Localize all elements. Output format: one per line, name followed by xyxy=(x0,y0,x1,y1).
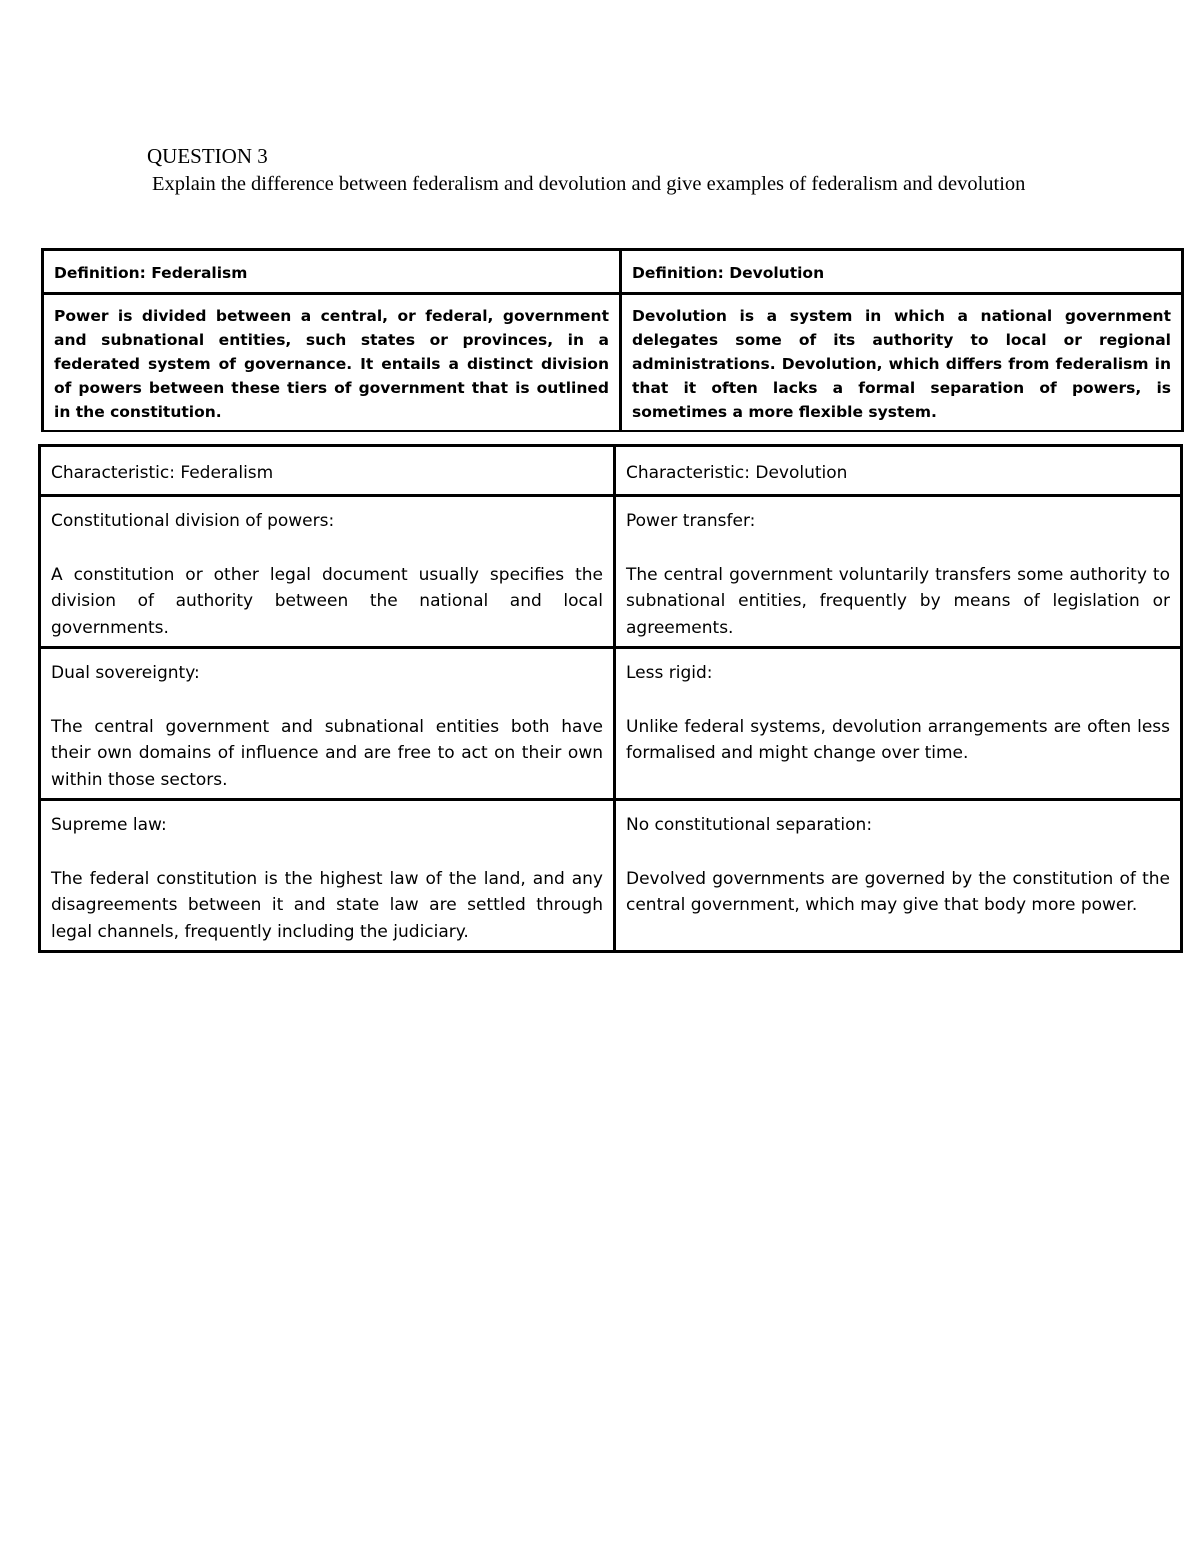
federalism-characteristic-text: The federal constitution is the highest law of the land, and any disagreements between it and state law are settled through legal channels, frequently including the judiciary. xyxy=(51,868,603,942)
devolution-cell xyxy=(615,800,1182,952)
devolution-cell xyxy=(615,496,1182,648)
devolution-characteristic-text: The central government voluntarily transfers some authority to subnational entities, frequently by means of legislation or agreements. xyxy=(626,564,1170,638)
federalism-cell xyxy=(40,496,615,648)
characteristic-header-row xyxy=(40,446,1182,496)
definition-federalism-header: Definition: Federalism xyxy=(43,250,621,294)
federalism-characteristic-label: Dual sovereignty: xyxy=(51,663,200,683)
characteristic-devolution-header: Characteristic: Devolution xyxy=(615,446,1182,496)
characteristic-row xyxy=(40,496,1182,648)
question-block xyxy=(147,144,1087,198)
definition-federalism-text: Power is divided between a central, or federal, government and subnational entities, such states or provinces, in a federated system of governance. It entails a distinct division of powers between these tiers of government that is outlined in the constitution. xyxy=(43,294,621,432)
characteristic-row xyxy=(40,800,1182,952)
federalism-characteristic-text: The central government and subnational entities both have their own domains of influence and are free to act on their own within those sectors. xyxy=(51,716,603,790)
question-title: QUESTION 3 xyxy=(147,144,268,168)
definition-devolution-text: Devolution is a system in which a national government delegates some of its authority to local or regional administrations. Devolution, which differs from federalism in that it often lacks a formal separation of powers, is sometimes a more flexible system. xyxy=(621,294,1183,432)
devolution-characteristic-label: Less rigid: xyxy=(626,663,713,683)
devolution-characteristic-text: Unlike federal systems, devolution arrangements are often less formalised and might change over time. xyxy=(626,716,1170,763)
devolution-characteristic-text: Devolved governments are governed by the constitution of the central government, which may give that body more power. xyxy=(626,868,1170,915)
federalism-characteristic-label: Supreme law: xyxy=(51,815,167,835)
definition-table xyxy=(41,248,1184,432)
devolution-cell xyxy=(615,648,1182,800)
characteristic-row xyxy=(40,648,1182,800)
definition-header-row xyxy=(43,250,1183,294)
federalism-cell xyxy=(40,648,615,800)
federalism-characteristic-text: A constitution or other legal document usually specifies the division of authority between the national and local governments. xyxy=(51,564,603,638)
devolution-characteristic-label: No constitutional separation: xyxy=(626,815,873,835)
definition-body-row xyxy=(43,294,1183,432)
definition-devolution-header: Definition: Devolution xyxy=(621,250,1183,294)
federalism-characteristic-label: Constitutional division of powers: xyxy=(51,511,335,531)
federalism-cell xyxy=(40,800,615,952)
characteristic-federalism-header: Characteristic: Federalism xyxy=(40,446,615,496)
characteristic-table xyxy=(38,444,1183,953)
question-prompt: Explain the difference between federalism and devolution and give examples of federalism and devolution xyxy=(152,173,1026,195)
devolution-characteristic-label: Power transfer: xyxy=(626,511,756,531)
